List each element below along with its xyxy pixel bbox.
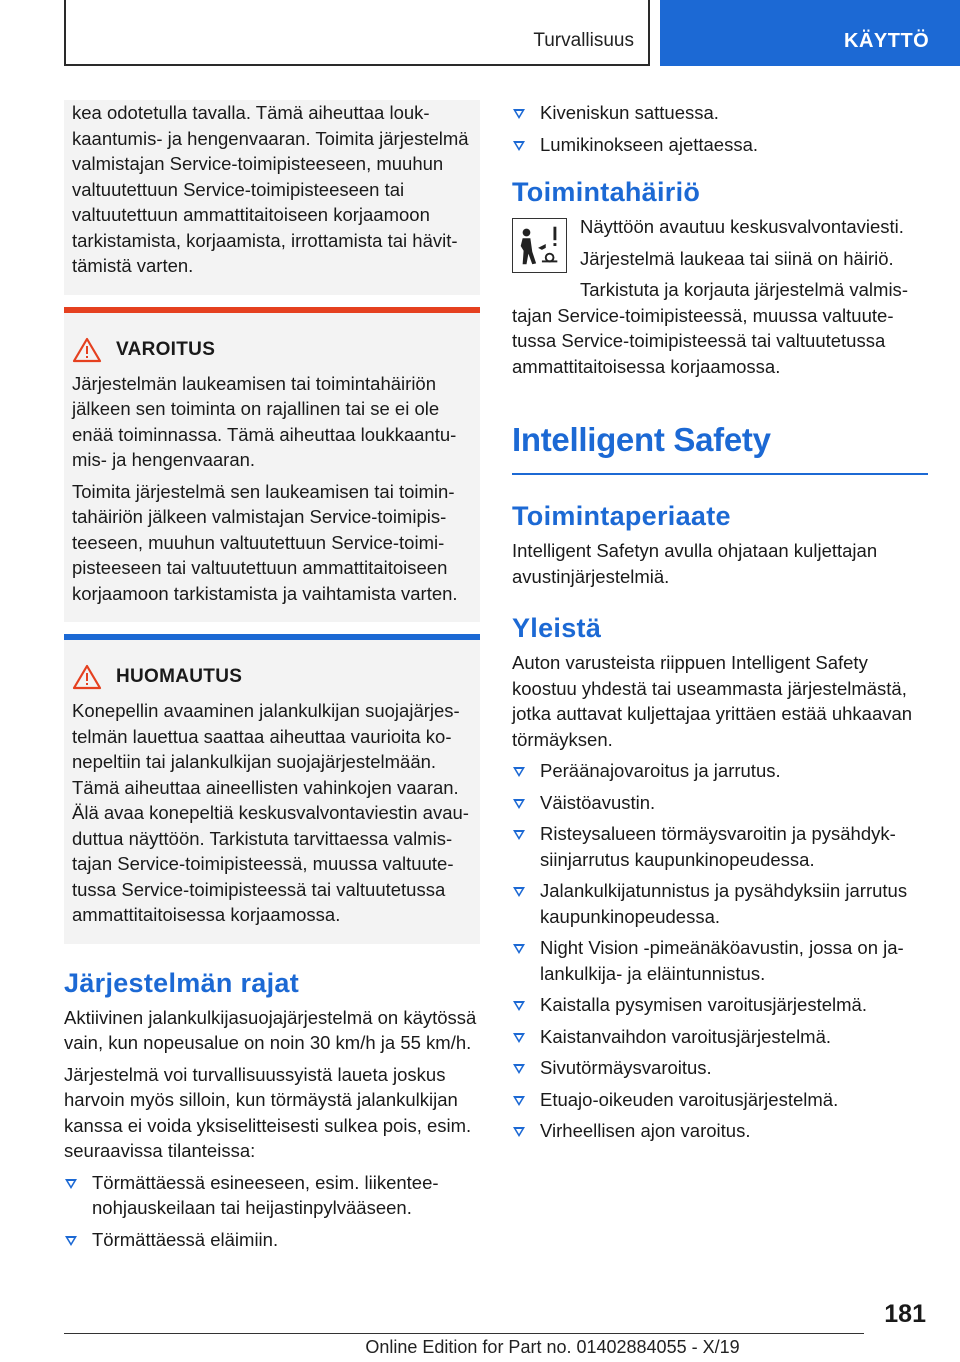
list-item: Jalankulkijatunnistus ja pysähdyksiin jarrutus kaupunkinopeudessa. xyxy=(512,878,928,929)
footer-divider xyxy=(64,1333,864,1334)
right-top-list xyxy=(512,100,928,157)
list-item: Lumikinokseen ajettaessa. xyxy=(512,132,928,158)
list-item: Väistöavustin. xyxy=(512,790,928,816)
bullet-triangle-icon xyxy=(513,1064,525,1074)
fault-text-3: Tarkistuta ja korjauta järjestelmä valmistajan Service-toimipisteessä, muussa valtuutetussa Service-toimipisteessä tai valtuutetussa ammattitaitoisessa korjaamossa. xyxy=(512,279,908,377)
footer-edition: Online Edition for Part no. 01402884055 - X/19 xyxy=(365,1337,740,1357)
fault-heading: Toimintahäiriö xyxy=(512,177,701,207)
bullet-triangle-icon xyxy=(513,830,525,840)
list-item: Kiveniskun sattuessa. xyxy=(512,100,928,126)
bullet-triangle-icon xyxy=(513,1096,525,1106)
warning-triangle-icon xyxy=(72,337,102,363)
limits-text-1: Aktiivinen jalankulkijasuojajärjestelmä on käytössä vain, kun nopeusalue on noin 30 km/h ja 55 km/h. xyxy=(64,1006,477,1053)
header-chapter-title: KÄYTTÖ xyxy=(844,30,930,52)
right-column xyxy=(512,100,928,1150)
header-chapter-tab[interactable] xyxy=(660,0,960,66)
general-list xyxy=(512,758,928,1144)
bullet-triangle-icon xyxy=(513,944,525,954)
warning-text-1: Järjestelmän laukeamisen tai toimintahäiriön jälkeen sen toiminta on rajallinen tai se ei ole enää toiminnassa. Tämä aiheuttaa loukkaantumis- ja hengenvaaran. xyxy=(72,372,457,470)
notice-box xyxy=(64,640,480,944)
notice-title: HUOMAUTUS xyxy=(116,666,243,687)
bullet-triangle-icon xyxy=(513,1001,525,1011)
fault-text-2: Järjestelmä laukeaa tai siinä on häiriö. xyxy=(580,247,894,269)
principle-text: Intelligent Safetyn avulla ohjataan kuljettajan avustinjärjestelmiä. xyxy=(512,540,878,587)
header-section-box xyxy=(64,0,650,66)
list-item: Kaistanvaihdon varoitusjärjestelmä. xyxy=(512,1024,928,1050)
list-item: Törmättäessä esineeseen, esim. liikenteenohjauskeilaan tai heijastinpylvääseen. xyxy=(64,1170,480,1221)
warning-title: VAROITUS xyxy=(116,338,216,360)
intro-box xyxy=(64,100,480,295)
general-heading: Yleistä xyxy=(512,613,602,643)
bullet-triangle-icon xyxy=(65,1236,77,1246)
bullet-triangle-icon xyxy=(65,1179,77,1189)
pedestrian-warning-icon xyxy=(512,218,567,273)
list-item: Kaistalla pysymisen varoitusjärjestelmä. xyxy=(512,992,928,1018)
principle-heading: Toimintaperiaate xyxy=(512,501,731,531)
fault-block xyxy=(512,214,928,271)
header-section-title: Turvallisuus xyxy=(533,30,634,51)
left-column xyxy=(64,100,480,1258)
page-number: 181 xyxy=(884,1300,926,1328)
notice-text: Konepellin avaaminen jalankulkijan suojajärjestelmän lauettua saattaa aiheuttaa vaurioita konepeltiin tai jalankulkijan suojajärjestelmään. Tämä aiheuttaa aineellisten vahinkojen vaaran. Älä avaa konepeltiä keskusvalvontaviestin avauduttua näyttöön. Tarkistuta tarvittaessa valmistajan Service-toimipisteessä, muussa valtuutetussa Service-toimipisteessä tai valtuutetussa ammattitaitoisessa korjaamossa. xyxy=(72,700,469,925)
warning-box xyxy=(64,313,480,623)
limits-list xyxy=(64,1170,480,1253)
list-item: Etuajo-oikeuden varoitusjärjestelmä. xyxy=(512,1087,928,1113)
list-item: Risteysalueen törmäysvaroitin ja pysähdyksiinjarrutus kaupunkinopeudessa. xyxy=(512,821,928,872)
chapter-title: Intelligent Safety xyxy=(512,421,928,475)
notice-triangle-icon xyxy=(72,664,102,690)
bullet-triangle-icon xyxy=(513,109,525,119)
bullet-triangle-icon xyxy=(513,887,525,897)
list-item: Peräänajovaroitus ja jarrutus. xyxy=(512,758,928,784)
list-item: Virheellisen ajon varoitus. xyxy=(512,1118,928,1144)
warning-text-2: Toimita järjestelmä sen laukeamisen tai toimintahäiriön jälkeen valmistajan Service-toimipisteeseen, muuhun valtuutettuun Service-toimipisteeseen tai valtuutettuun ammattitaitoiseen korjaamoon tarkistamista ja vaihtamista varten. xyxy=(72,480,458,604)
limits-heading: Järjestelmän rajat xyxy=(64,967,300,998)
bullet-triangle-icon xyxy=(513,767,525,777)
bullet-triangle-icon xyxy=(513,1033,525,1043)
general-text: Auton varusteista riippuen Intelligent Safety koostuu yhdestä tai useammasta järjestelmästä, jotka auttavat kuljettajaa yrittäen estää uhkaavan törmäyksen. xyxy=(512,652,913,750)
list-item: Sivutörmäysvaroitus. xyxy=(512,1055,928,1081)
bullet-triangle-icon xyxy=(513,1127,525,1137)
list-item: Night Vision -pimeänäköavustin, jossa on jalankulkija- ja eläintunnistus. xyxy=(512,935,928,986)
bullet-triangle-icon xyxy=(513,141,525,151)
intro-text: kea odotetulla tavalla. Tämä aiheuttaa loukkaantumis- ja hengenvaaran. Toimita järjestelmä valmistajan Service-toimipisteeseen, muuhun valtuutettuun Service-toimipisteeseen tai valtuutettuun ammattitaitoiseen korjaamoon tarkistamista, korjaamista, irrottamista tai hävittämistä varten. xyxy=(72,102,469,276)
limits-text-2: Järjestelmä voi turvallisuussyistä laueta joskus harvoin myös silloin, kun törmäystä jalankulkijan kanssa ei voida yksiselitteisesti sulkea pois, esim. seuraavissa tilanteissa: xyxy=(64,1063,472,1161)
fault-text-1: Näyttöön avautuu keskusvalvontaviesti. xyxy=(580,216,904,237)
list-item: Törmättäessä eläimiin. xyxy=(64,1227,480,1253)
bullet-triangle-icon xyxy=(513,799,525,809)
